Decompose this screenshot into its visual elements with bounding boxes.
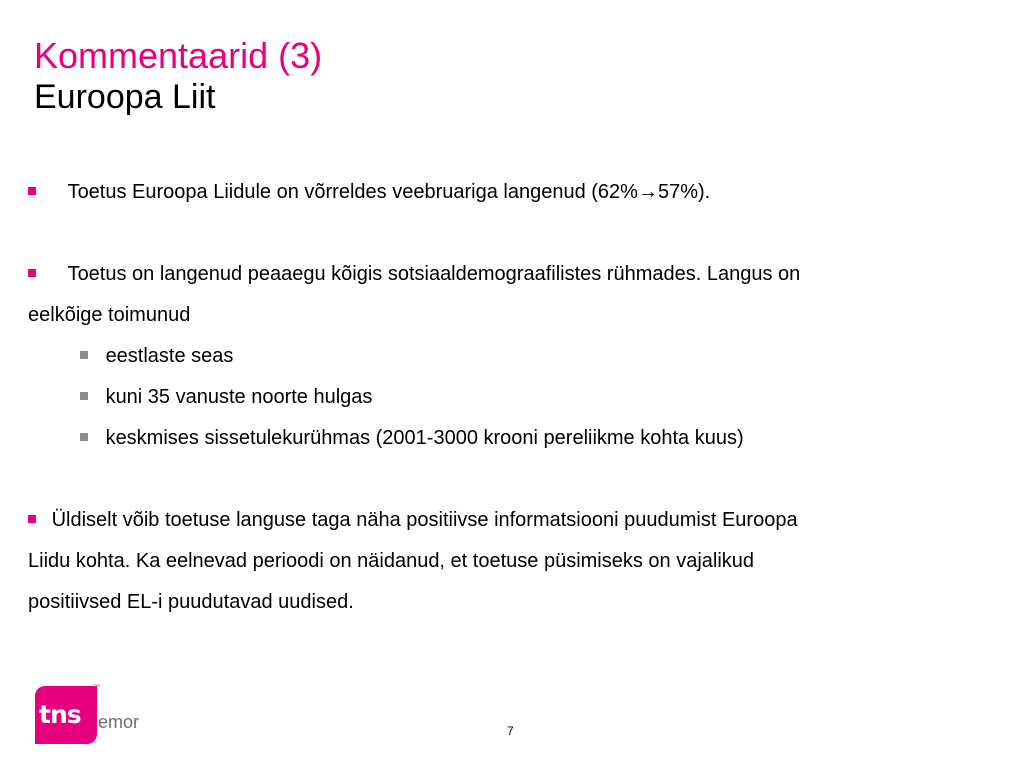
bullet-continuation: Liidu kohta. Ka eelnevad perioodi on näidanud, et toetuse püsimiseks on vajalikud bbox=[28, 550, 755, 572]
sub-bullet-item bbox=[28, 336, 928, 377]
page-title: Kommentaarid (3) bbox=[34, 35, 323, 76]
square-bullet-icon bbox=[80, 433, 88, 441]
sub-bullet-item bbox=[28, 418, 928, 459]
bullet-continuation: positiivsed EL-i puudutavad uudised. bbox=[28, 591, 354, 613]
bullet-text: Toetus on langenud peaaegu kõigis sotsiaaldemograafilistes rühmades. Langus on bbox=[67, 263, 801, 285]
logo-brand-text: tns bbox=[39, 700, 81, 729]
title-block bbox=[34, 36, 322, 118]
bullet-text: Toetus Euroopa Liidule on võrreldes veebruariga langenud (62%→57%). bbox=[67, 181, 711, 203]
sub-bullet-text: kuni 35 vanuste noorte hulgas bbox=[105, 386, 373, 408]
square-bullet-icon bbox=[80, 392, 88, 400]
bullet-text: Üldiselt võib toetuse languse taga näha positiivse informatsiooni puudumist Euroopa bbox=[51, 509, 798, 531]
page-subtitle: Euroopa Liit bbox=[34, 78, 216, 116]
bullet-item bbox=[28, 500, 928, 541]
sub-bullet-text: keskmises sissetulekurühmas (2001-3000 krooni pereliikme kohta kuus) bbox=[105, 427, 744, 449]
sub-bullet-item bbox=[28, 377, 928, 418]
slide-body bbox=[28, 172, 928, 623]
square-bullet-icon bbox=[80, 351, 88, 359]
bullet-continuation: eelkõige toimunud bbox=[28, 304, 191, 326]
tns-emor-logo bbox=[35, 686, 145, 746]
bullet-item bbox=[28, 172, 928, 213]
logo-name-text: emor bbox=[98, 712, 140, 732]
bullet-item bbox=[28, 254, 928, 295]
square-bullet-icon bbox=[28, 187, 36, 195]
square-bullet-icon bbox=[28, 269, 36, 277]
logo-mark bbox=[35, 686, 97, 744]
logo-trademark: ™ bbox=[93, 684, 100, 691]
page-number: 7 bbox=[507, 724, 514, 738]
square-bullet-icon bbox=[28, 515, 36, 523]
sub-bullet-text: eestlaste seas bbox=[105, 345, 234, 367]
